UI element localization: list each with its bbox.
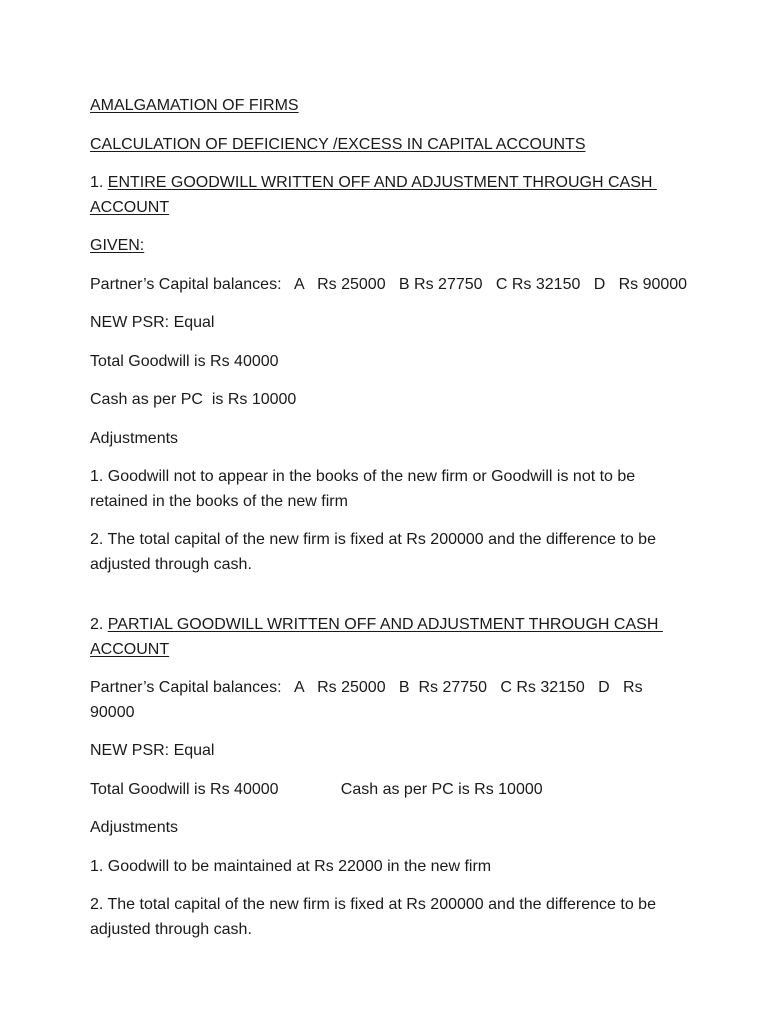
section2-number: 2. — [90, 616, 108, 633]
section1-adjustment-2-line1: 2. The total capital of the new firm is fixed at Rs 200000 and the difference to be — [90, 531, 656, 548]
section1-number: 1. — [90, 174, 108, 191]
document-page — [90, 94, 690, 956]
section1-adjustment-2-line2: adjusted through cash. — [90, 555, 252, 573]
section1-goodwill: Total Goodwill is Rs 40000 — [90, 352, 279, 370]
section2-goodwill-and-cash: Total Goodwill is Rs 40000 Cash as per PC is Rs 10000 — [90, 780, 543, 798]
section1-title — [90, 171, 690, 220]
section-spacer — [90, 591, 690, 613]
section2-title-line2: ACCOUNT — [90, 640, 170, 658]
section1-adjustment-1-line2: retained in the books of the new firm — [90, 492, 348, 510]
section1-cash: Cash as per PC is Rs 10000 — [90, 391, 297, 408]
section1-title-line2: ACCOUNT — [90, 198, 170, 216]
section2-adjustment-2-line2: adjusted through cash. — [90, 920, 252, 938]
section2-title-line1: PARTIAL GOODWILL WRITTEN OFF AND ADJUSTMENT THROUGH CASH — [107, 616, 663, 633]
section2-title — [90, 613, 690, 662]
section1-adjustments-label: Adjustments — [90, 429, 179, 447]
section1-given-label: GIVEN: — [90, 237, 145, 254]
section2-adjustment-2-line1: 2. The total capital of the new firm is fixed at Rs 200000 and the difference to be — [90, 896, 656, 913]
section1-psr: NEW PSR: Equal — [90, 314, 215, 331]
section2-capital-balances: Partner’s Capital balances: A Rs 25000 B Rs 27750 C Rs 32150 D Rs 90000 — [90, 679, 648, 721]
section1-title-line1: ENTIRE GOODWILL WRITTEN OFF AND ADJUSTMENT THROUGH CASH — [107, 174, 657, 191]
section1-adjustment-2 — [90, 528, 690, 577]
section2-adjustment-1: 1. Goodwill to be maintained at Rs 22000 in the new firm — [90, 857, 492, 875]
document-subheading: CALCULATION OF DEFICIENCY /EXCESS IN CAPITAL ACCOUNTS — [90, 135, 586, 153]
section1-adjustment-1-line1: 1. Goodwill not to appear in the books of the new firm or Goodwill is not to be — [90, 468, 636, 485]
section2-adjustment-2 — [90, 893, 690, 942]
document-heading: AMALGAMATION OF FIRMS — [90, 97, 299, 114]
section2-adjustments-label: Adjustments — [90, 819, 179, 836]
section2-psr: NEW PSR: Equal — [90, 742, 215, 759]
section1-adjustment-1 — [90, 465, 690, 514]
section1-capital-balances: Partner’s Capital balances: A Rs 25000 B Rs 27750 C Rs 32150 D Rs 90000 — [90, 275, 688, 293]
